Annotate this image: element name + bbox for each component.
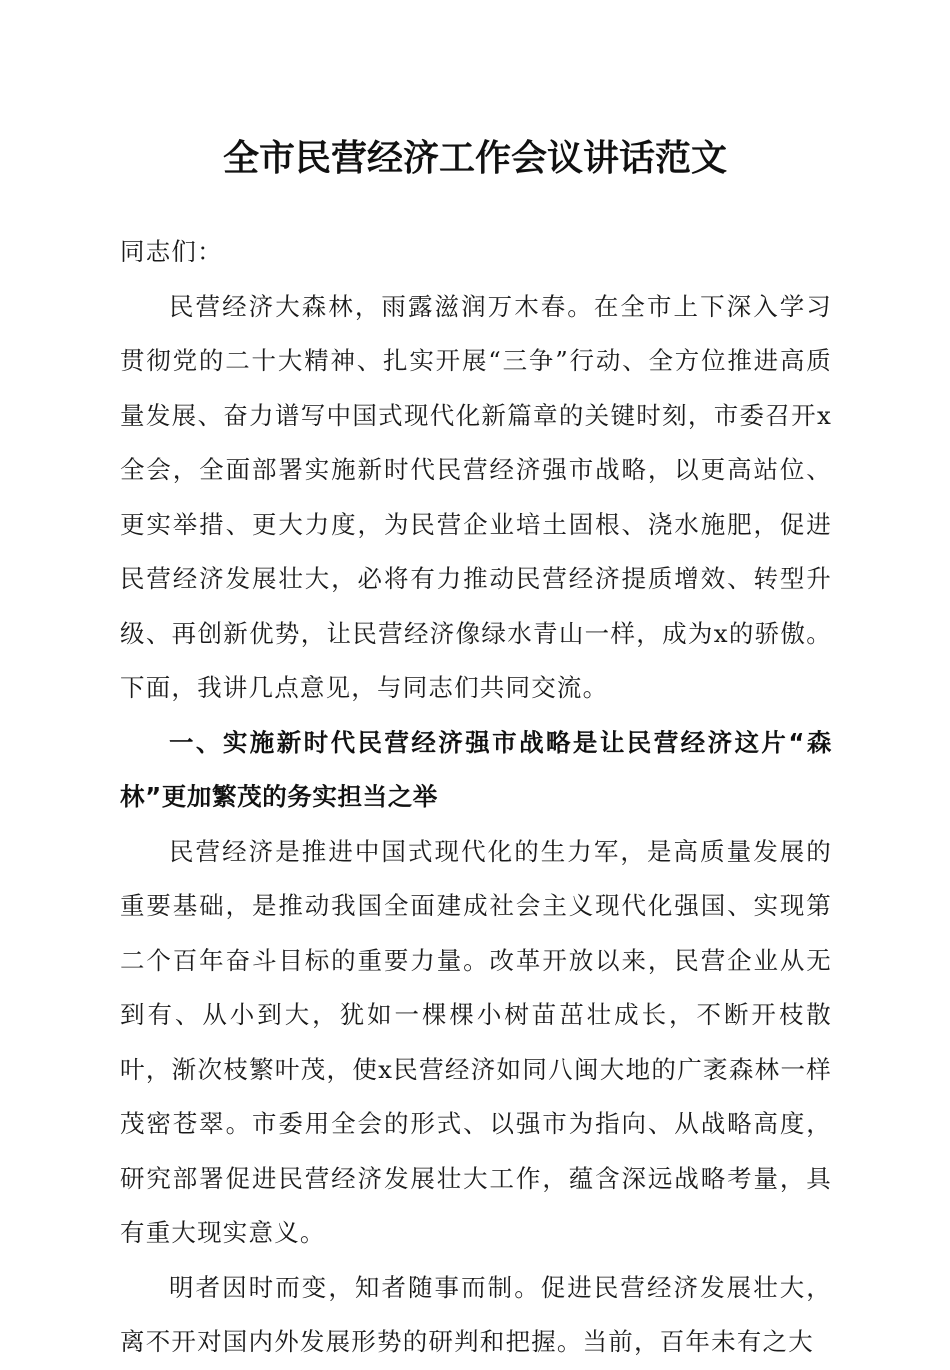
intro-paragraph: 民营经济大森林，雨露滋润万木春。在全市上下深入学习贯彻党的二十大精神、扎实开展“三争”行动、全方位推进高质量发展、奋力谱写中国式现代化新篇章的关键时刻，市委召开x全会，全面部署实施新时代民营经济强市战略，以更高站位、更实举措、更大力度，为民营企业培土固根、浇水施肥，促进民营经济发展壮大，必将有力推动民营经济提质增效、转型升级、再创新优势，让民营经济像绿水青山一样，成为x的骄傲。下面，我讲几点意见，与同志们共同交流。 bbox=[120, 291, 832, 702]
section-heading-1: 一、实施新时代民营经济强市战略是让民营经济这片“森林”更加繁茂的务实担当之举 bbox=[120, 727, 832, 811]
document-title: 全市民营经济工作会议讲话范文 bbox=[222, 137, 727, 179]
salutation: 同志们： bbox=[120, 237, 223, 266]
section-1-paragraph-2: 明者因时而变，知者随事而制。促进民营经济发展壮大，离不开对国内外发展形势的研判和把握。当前，百年未有之大 bbox=[120, 1272, 832, 1356]
document-body bbox=[120, 225, 832, 1370]
section-1-paragraph-1: 民营经济是推进中国式现代化的生力军，是高质量发展的重要基础，是推动我国全面建成社会主义现代化强国、实现第二个百年奋斗目标的重要力量。改革开放以来，民营企业从无到有、从小到大，犹如一棵棵小树苗茁壮成长，不断开枝散叶，渐次枝繁叶茂，使x民营经济如同八闽大地的广袤森林一样茂密苍翠。市委用全会的形式、以强市为指向、从战略高度，研究部署促进民营经济发展壮大工作，蕴含深远战略考量，具有重大现实意义。 bbox=[120, 836, 832, 1247]
